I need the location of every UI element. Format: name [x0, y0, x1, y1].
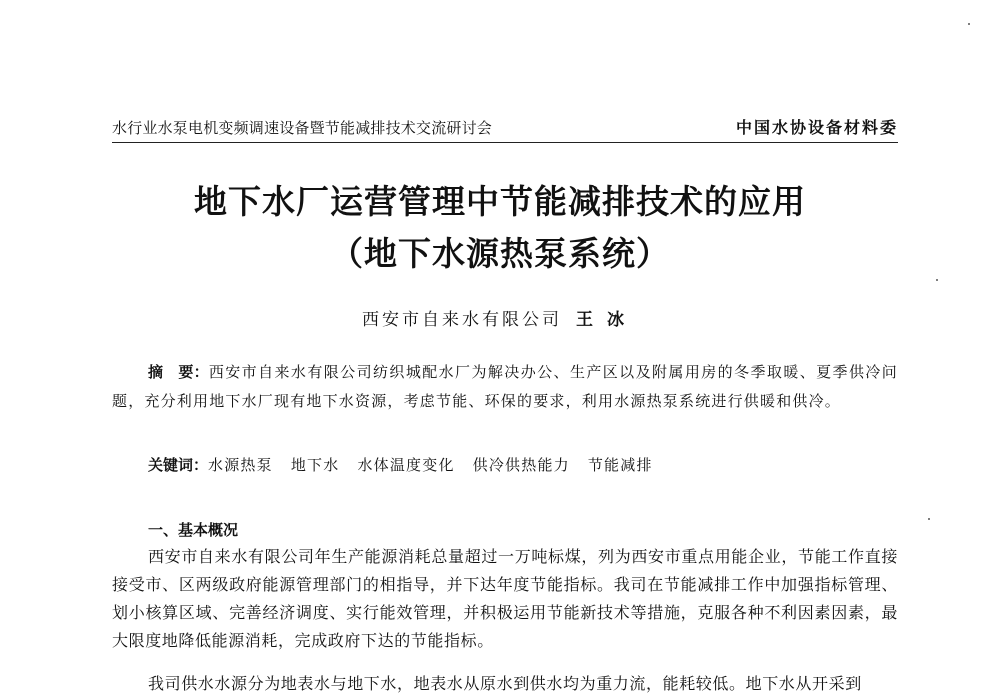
section-heading: 一、基本概况 [148, 521, 239, 539]
keywords [148, 454, 898, 475]
abstract-text: 西安市自来水有限公司纺织城配水厂为解决办公、生产区以及附属用房的冬季取暖、夏季供冷问题，充分利用地下水厂现有地下水资源，考虑节能、环保的要求，利用水源热泵系统进行供暖和供冷。 [112, 363, 898, 410]
scan-speck [928, 518, 930, 520]
paper-title-line-1: 地下水厂运营管理中节能减排技术的应用 [194, 182, 806, 221]
abstract-label: 摘 要： [148, 363, 209, 381]
abstract [112, 358, 898, 416]
author-affiliation: 西安市自来水有限公司 [362, 310, 562, 330]
scan-speck [968, 23, 970, 25]
keyword: 水源热泵 [208, 456, 273, 474]
keyword: 水体温度变化 [357, 456, 455, 474]
keywords-label: 关键词： [148, 456, 209, 474]
body-paragraph: 西安市自来水有限公司年生产能源消耗总量超过一万吨标煤，列为西安市重点用能企业，节能工作直接接受市、区两级政府能源管理部门的相指导，并下达年度节能指标。我司在节能减排工作中加强指标管理、划小核算区域、完善经济调度、实行能效管理，并积极运用节能新技术等措施，克服各种不利因素因素，最大限度地降低能源消耗，完成政府下达的节能指标。 [112, 547, 898, 650]
body-paragraph: 我司供水水源分为地表水与地下水，地表水从原水到供水均为重力流，能耗较低。地下水从开采到 [148, 674, 862, 693]
keyword: 节能减排 [587, 456, 653, 474]
paper-title-line-2: （地下水源热泵系统） [330, 234, 670, 273]
keyword: 地下水 [290, 456, 340, 474]
keyword: 供冷供热能力 [472, 456, 570, 474]
header-organization: 中国水协设备材料委 [735, 118, 898, 137]
running-header [112, 116, 898, 143]
author-line [0, 305, 1000, 330]
scan-speck [936, 279, 938, 281]
header-conference-name: 水行业水泵电机变频调速设备暨节能减排技术交流研讨会 [112, 119, 493, 137]
author-name: 王冰 [576, 310, 638, 330]
